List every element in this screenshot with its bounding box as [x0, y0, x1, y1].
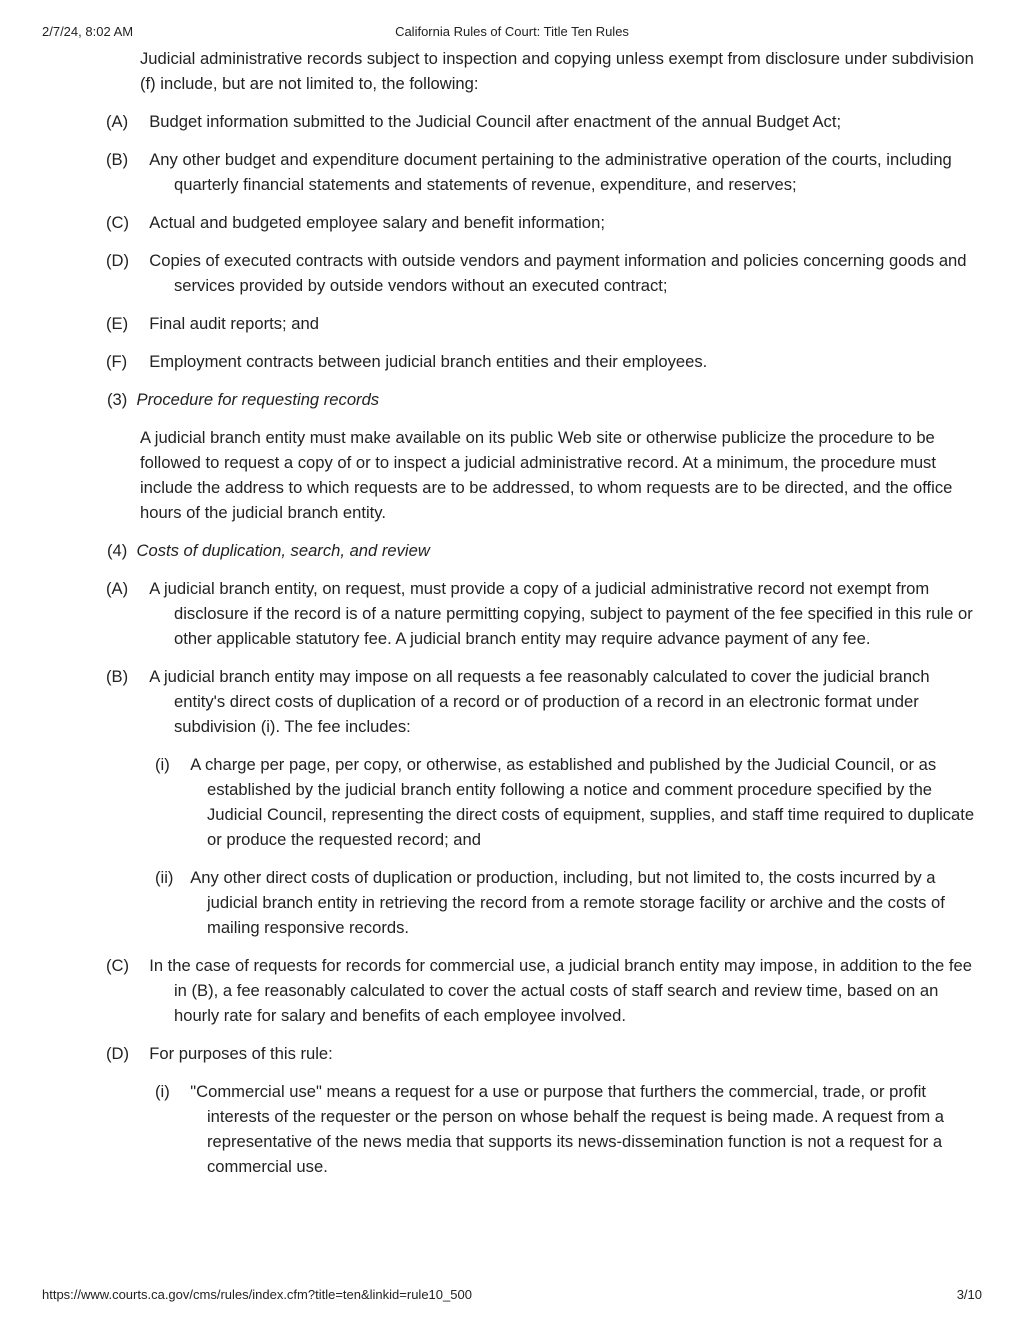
item-text: "Commercial use" means a request for a use or purpose that furthers the commercial, trade, or profit interests of the requester or the person on whose behalf the request is being made. A request from a representative of the news media that supports its news-dissemination function is not a request for a commercial use. [190, 1082, 945, 1176]
list-item-a: (A) Budget information submitted to the Judicial Council after enactment of the annual Budget Act; [106, 112, 842, 131]
print-header [0, 24, 1024, 40]
section-4-item-c: (C) In the case of requests for records for commercial use, a judicial branch entity may impose, in addition to the fee in (B), a fee reasonably calculated to cover the actual costs of staff search and review time, based on an hourly rate for salary and benefits of each employee involved. [106, 956, 972, 1025]
section-4-item-d: (D) For purposes of this rule: [106, 1044, 333, 1063]
section-4-heading [0, 538, 1024, 563]
item-text: Copies of executed contracts with outside vendors and payment information and policies concerning goods and services provided by outside vendors without an executed contract; [149, 251, 967, 295]
print-datetime: 2/7/24, 8:02 AM [42, 24, 134, 39]
item-text: For purposes of this rule: [149, 1044, 333, 1063]
item-text: Any other budget and expenditure document pertaining to the administrative operation of the courts, including quarterly financial statements and statements of revenue, expenditure, and reserves; [149, 150, 952, 194]
section-3-heading [0, 387, 1024, 412]
section-4-item-b-i: (i) A charge per page, per copy, or otherwise, as established and published by the Judicial Council, or as established by the judicial branch entity following a notice and comment procedure specified by the Judicial Council, representing the direct costs of equipment, supplies, and staff time required to duplicate or produce the requested record; and [155, 755, 975, 849]
section-4-item-b-ii: (ii) Any other direct costs of duplication or production, including, but not limited to, the costs incurred by a judicial branch entity in retrieving the record from a remote storage facility or archive and the costs of mailing responsive records. [155, 868, 945, 937]
item-text: Budget information submitted to the Judicial Council after enactment of the annual Budget Act; [149, 112, 842, 131]
item-text: A judicial branch entity may impose on all requests a fee reasonably calculated to cover the judicial branch entity's direct costs of duplication of a record or of production of a record in an electronic format under subdivision (i). The fee includes: [149, 667, 930, 736]
item-text: A judicial branch entity, on request, must provide a copy of a judicial administrative record not exempt from disclosure if the record is of a nature permitting copying, subject to payment of the fee specified in this rule or other applicable statutory fee. A judicial branch entity may require advance payment of any fee. [149, 579, 973, 648]
list-item-d: (D) Copies of executed contracts with outside vendors and payment information and policies concerning goods and services provided by outside vendors without an executed contract; [106, 251, 967, 295]
list-item-f: (F) Employment contracts between judicial branch entities and their employees. [106, 352, 708, 371]
print-footer [0, 1287, 1024, 1303]
section-title: Procedure for requesting records [136, 390, 380, 409]
section-4-item-a: (A) A judicial branch entity, on request, must provide a copy of a judicial administrative record not exempt from disclosure if the record is of a nature permitting copying, subject to payment of the fee specified in this rule or other applicable statutory fee. A judicial branch entity may require advance payment of any fee. [106, 579, 973, 648]
item-text: Any other direct costs of duplication or production, including, but not limited to, the costs incurred by a judicial branch entity in retrieving the record from a remote storage facility or archive and the costs of mailing responsive records. [190, 868, 945, 937]
section-4-item-b: (B) A judicial branch entity may impose on all requests a fee reasonably calculated to cover the judicial branch entity's direct costs of duplication of a record or of production of a record in an electronic format under subdivision (i). The fee includes: [106, 667, 930, 736]
intro-paragraph: Judicial administrative records subject to inspection and copying unless exempt from disclosure under subdivision (f) include, but are not limited to, the following: [140, 49, 974, 93]
item-text: Actual and budgeted employee salary and benefit information; [149, 213, 605, 232]
page-number: 3/10 [956, 1287, 982, 1302]
section-label: (4) [107, 541, 128, 560]
section-label: (3) [107, 390, 128, 409]
section-title: Costs of duplication, search, and review [136, 541, 430, 560]
item-text: Final audit reports; and [149, 314, 319, 333]
section-4-item-d-i: (i) "Commercial use" means a request for a use or purpose that furthers the commercial, trade, or profit interests of the requester or the person on whose behalf the request is being made. A request from a representative of the news media that supports its news-dissemination function is not a request for a commercial use. [155, 1082, 945, 1176]
list-item-b: (B) Any other budget and expenditure document pertaining to the administrative operation of the courts, including quarterly financial statements and statements of revenue, expenditure, and reserves; [106, 150, 952, 194]
item-text: In the case of requests for records for commercial use, a judicial branch entity may impose, in addition to the fee in (B), a fee reasonably calculated to cover the actual costs of staff search and review time, based on an hourly rate for salary and benefits of each employee involved. [149, 956, 972, 1025]
document-body [0, 46, 1024, 1192]
item-text: Employment contracts between judicial branch entities and their employees. [149, 352, 708, 371]
print-title: California Rules of Court: Title Ten Rules [395, 24, 629, 39]
item-text: A charge per page, per copy, or otherwise, as established and published by the Judicial Council, or as established by the judicial branch entity following a notice and comment procedure specified by the Judicial Council, representing the direct costs of equipment, supplies, and staff time required to duplicate or produce the requested record; and [190, 755, 975, 849]
list-item-c: (C) Actual and budgeted employee salary and benefit information; [106, 213, 605, 232]
section-3-body: A judicial branch entity must make available on its public Web site or otherwise publicize the procedure to be followed to request a copy of or to inspect a judicial administrative record. At a minimum, the procedure must include the address to which requests are to be addressed, to whom requests are to be directed, and the office hours of the judicial branch entity. [140, 428, 953, 522]
source-url: https://www.courts.ca.gov/cms/rules/index.cfm?title=ten&linkid=rule10_500 [42, 1287, 472, 1302]
list-item-e: (E) Final audit reports; and [106, 314, 319, 333]
